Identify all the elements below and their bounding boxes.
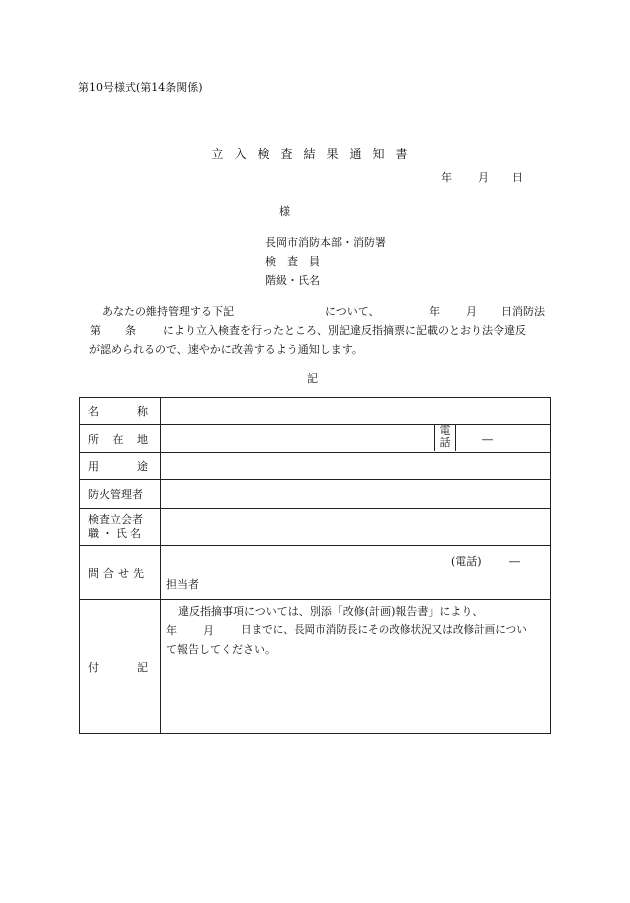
witness-label-line1: 検査立会者 (88, 513, 143, 526)
row-note (80, 600, 551, 734)
use-label (80, 453, 161, 480)
body-line1-d: 月 (466, 305, 477, 318)
inquiry-label-text: 問合せ先 (88, 566, 148, 580)
row-use (80, 453, 551, 480)
witness-label (80, 509, 161, 546)
body-line1-b: について、 (325, 305, 380, 318)
inquiry-phone-dash: ― (509, 555, 520, 568)
body-line2-a: 第 (90, 324, 101, 337)
row-witness (80, 509, 551, 546)
body-line2-b: 条 (125, 324, 136, 337)
note-line3: て報告してください。 (166, 643, 276, 656)
inquiry-label (80, 546, 161, 600)
date-year-label: 年 (441, 171, 452, 184)
row-name (80, 398, 551, 425)
issuer-inspector: 検 査 員 (265, 255, 320, 268)
name-label-char-2: 称 (137, 405, 148, 418)
date-day-label: 日 (512, 171, 523, 184)
date-month-label: 月 (478, 171, 489, 184)
document-title: 立入検査結果通知書 (211, 147, 419, 161)
note-line2-year: 年 (166, 624, 177, 637)
location-label (80, 425, 161, 453)
phone-dash: ― (482, 433, 493, 446)
name-value[interactable] (161, 398, 551, 425)
use-label-char-1: 用 (88, 460, 99, 473)
phone-label-text: 電話 (439, 424, 451, 449)
person-in-charge-label: 担当者 (166, 578, 199, 591)
inquiry-phone-label: (電話) (451, 555, 482, 568)
ki-label: 記 (307, 372, 318, 385)
note-value (161, 600, 551, 734)
inquiry-value[interactable] (161, 546, 551, 600)
witness-label-line2: 職・氏名 (88, 527, 144, 540)
use-label-char-2: 途 (137, 460, 148, 473)
phone-label (434, 424, 456, 451)
row-inquiry (80, 546, 551, 600)
location-value[interactable] (161, 425, 551, 453)
fire-manager-label: 防火管理者 (80, 480, 161, 509)
body-line3: が認められるので、速やかに改善するよう通知します。 (89, 343, 363, 356)
recipient-suffix: 様 (279, 205, 290, 218)
name-label (80, 398, 161, 425)
inspection-table (79, 397, 551, 734)
note-label-char-1: 付 (88, 660, 99, 674)
location-label-char-3: 地 (137, 432, 148, 446)
issuer-department: 長岡市消防本部・消防署 (265, 236, 386, 249)
body-line2-c: により立入検査を行ったところ、別記違反指摘票に記載のとおり法令違反 (163, 324, 526, 337)
row-fire-manager (80, 480, 551, 509)
note-line2-rest: 日までに、長岡市消防長にその改修状況又は改修計画につい (241, 624, 527, 636)
name-label-char-1: 名 (88, 405, 99, 418)
note-line2-month: 月 (203, 624, 214, 637)
fire-manager-value[interactable] (161, 480, 551, 509)
location-label-char-2: 在 (112, 432, 124, 446)
body-line1-e: 日消防法 (501, 305, 545, 318)
note-label (80, 600, 161, 734)
body-line1-c: 年 (429, 305, 440, 318)
row-location (80, 425, 551, 453)
note-label-char-2: 記 (137, 660, 148, 674)
note-line1: 違反指摘事項については、別添「改修(計画)報告書」により、 (178, 605, 484, 618)
form-number: 第10号様式(第14条関係) (78, 81, 203, 94)
body-line1-a: あなたの維持管理する下記 (102, 305, 234, 318)
location-label-char-1: 所 (88, 432, 99, 446)
witness-value[interactable] (161, 509, 551, 546)
use-value[interactable] (161, 453, 551, 480)
issuer-rank-name: 階級・氏名 (265, 274, 320, 287)
